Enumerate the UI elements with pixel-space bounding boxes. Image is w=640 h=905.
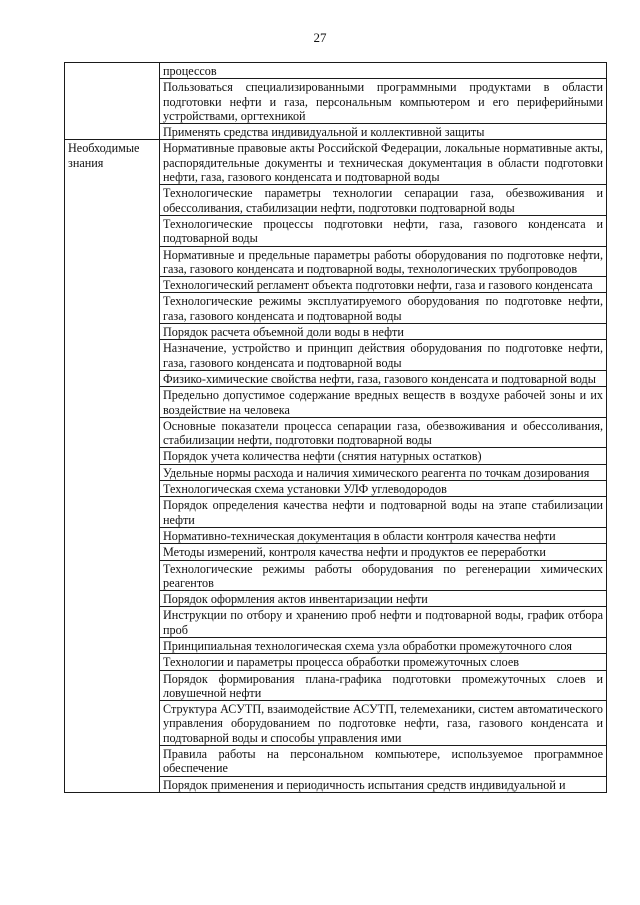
knowledge-item: Порядок определения качества нефти и подтоварной воды на этапе стабилизации нефти <box>160 497 607 528</box>
knowledge-item: Инструкции по отбору и хранению проб нефти и подтоварной воды, график отбора проб <box>160 607 607 638</box>
competency-table <box>64 62 607 793</box>
skill-item: Применять средства индивидуальной и коллективной защиты <box>160 124 607 140</box>
knowledge-item: Нормативно-техническая документация в области контроля качества нефти <box>160 527 607 543</box>
knowledge-item: Технологические процессы подготовки нефти, газа, газового конденсата и подтоварной воды <box>160 215 607 246</box>
knowledge-item: Технологический регламент объекта подготовки нефти, газа и газового конденсата <box>160 277 607 293</box>
knowledge-item: Порядок оформления актов инвентаризации нефти <box>160 591 607 607</box>
knowledge-item: Нормативные и предельные параметры работы оборудования по подготовке нефти, газа, газового конденсата и подтоварной воды, технологических трубопроводов <box>160 246 607 277</box>
knowledge-item: Технологические параметры технологии сепарации газа, обезвоживания и обессоливания, стабилизации нефти, подготовки подтоварной воды <box>160 185 607 216</box>
knowledge-item: Принципиальная технологическая схема узла обработки промежуточного слоя <box>160 637 607 653</box>
skill-item: Пользоваться специализированными программными продуктами в области подготовки нефти и газа, персональным компьютером и его периферийными устройствами, оргтехникой <box>160 79 607 124</box>
knowledge-item: Порядок формирования плана-графика подготовки промежуточных слоев и ловушечной нефти <box>160 670 607 701</box>
table-row <box>65 63 607 79</box>
knowledge-item: Методы измерений, контроля качества нефти и продуктов ее переработки <box>160 544 607 560</box>
knowledge-item: Структура АСУТП, взаимодействие АСУТП, телемеханики, систем автоматического управления оборудованием по подготовке нефти, газа, газового конденсата и подтоварной воды и способы управления ими <box>160 701 607 746</box>
knowledge-item: Нормативные правовые акты Российской Федерации, локальные нормативные акты, распорядительные документы и техническая документация в области подготовки нефти, газа, газового конденсата и подтоварной воды <box>160 140 607 185</box>
knowledge-item: Порядок учета количества нефти (снятия натурных остатков) <box>160 448 607 464</box>
skill-item: процессов <box>160 63 607 79</box>
knowledge-item: Технологические режимы эксплуатируемого оборудования по подготовке нефти, газа, газового конденсата и подтоварной воды <box>160 293 607 324</box>
knowledge-item: Физико-химические свойства нефти, газа, газового конденсата и подтоварной воды <box>160 370 607 386</box>
knowledge-item: Удельные нормы расхода и наличия химического реагента по точкам дозирования <box>160 464 607 480</box>
knowledge-item: Порядок применения и периодичность испытания средств индивидуальной и <box>160 776 607 792</box>
knowledge-item: Предельно допустимое содержание вредных веществ в воздухе рабочей зоны и их воздействие на человека <box>160 387 607 418</box>
knowledge-item: Технологии и параметры процесса обработки промежуточных слоев <box>160 654 607 670</box>
knowledge-item: Технологическая схема установки УЛФ углеводородов <box>160 481 607 497</box>
knowledge-item: Технологические режимы работы оборудования по регенерации химических реагентов <box>160 560 607 591</box>
empty-label-cell <box>65 63 160 140</box>
table-row <box>65 140 607 185</box>
knowledge-item: Основные показатели процесса сепарации газа, обезвоживания и обессоливания, стабилизации нефти, подготовки подтоварной воды <box>160 417 607 448</box>
knowledge-item: Порядок расчета объемной доли воды в нефти <box>160 324 607 340</box>
knowledge-item: Назначение, устройство и принцип действия оборудования по подготовке нефти, газа, газового конденсата и подтоварной воды <box>160 340 607 371</box>
page-number: 27 <box>313 30 327 45</box>
knowledge-item: Правила работы на персональном компьютере, используемое программное обеспечение <box>160 746 607 777</box>
knowledge-label: Необходимые знания <box>65 140 160 792</box>
